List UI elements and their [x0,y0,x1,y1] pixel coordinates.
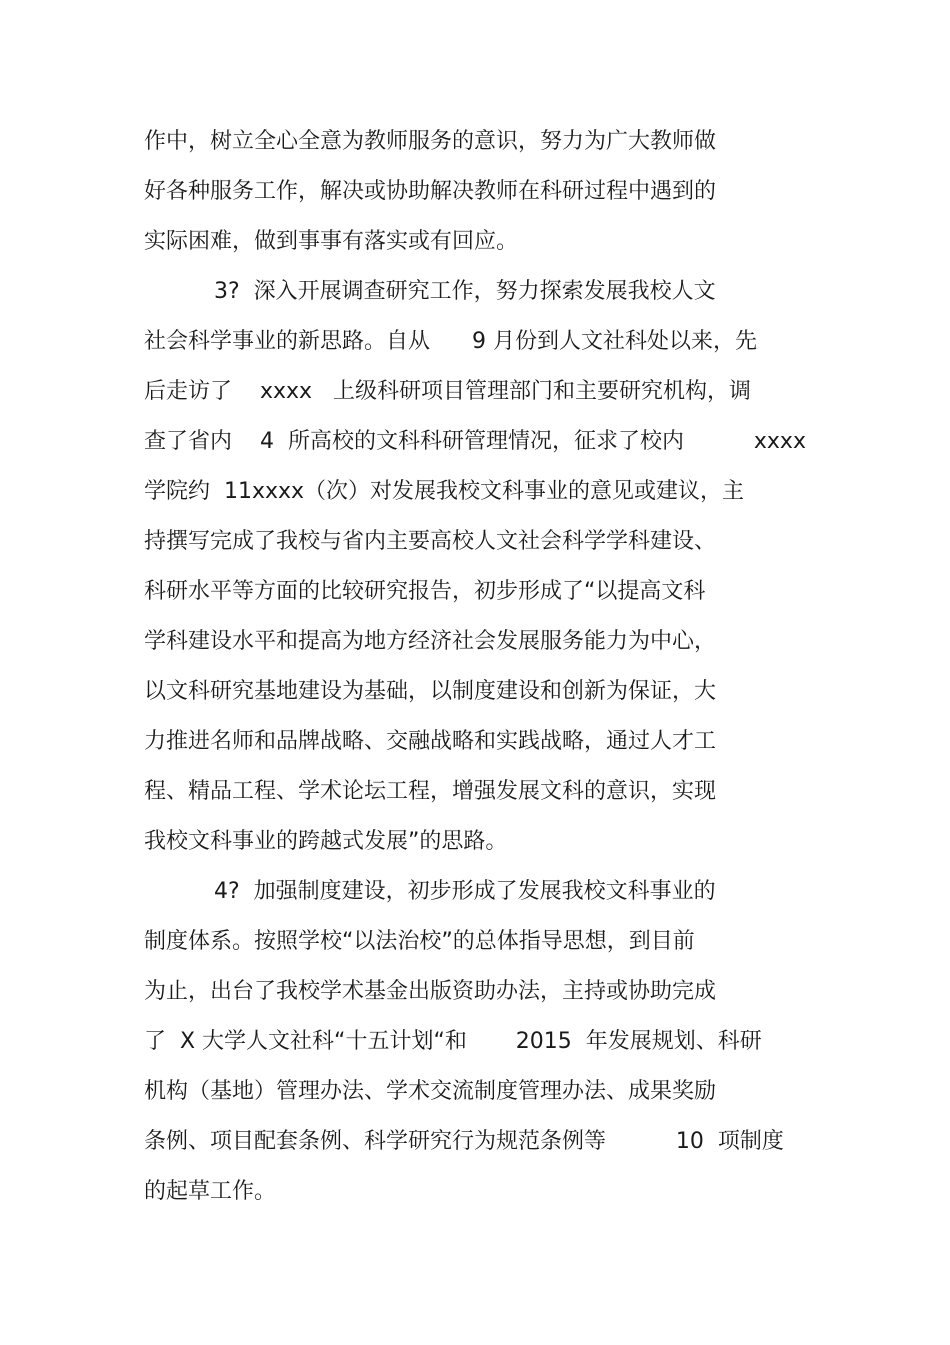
text-line: 持撰写完成了我校与省内主要高校人文社会科学学科建设、 [144,529,717,554]
text-line: 后走访了 xxxx 上级科研项目管理部门和主要研究机构，调 [144,379,752,404]
text-line: 程、精品工程、学术论坛工程，增强发展文科的意识，实现 [144,779,717,804]
text-line: 社会科学事业的新思路。自从 9 月份到人文社科处以来，先 [144,329,757,354]
text-line: 力推进名师和品牌战略、交融战略和实践战略，通过人才工 [144,729,717,754]
text-line: 以文科研究基地建设为基础，以制度建设和创新为保证，大 [144,679,717,704]
text-line: 科研水平等方面的比较研究报告，初步形成了“以提高文科 [144,579,706,604]
text-line: 学科建设水平和提高为地方经济社会发展服务能力为中心， [144,629,717,654]
text-line: 实际困难，做到事事有落实或有回应。 [144,229,519,254]
text-line: 作中，树立全心全意为教师服务的意识，努力为广大教师做 [144,129,717,154]
text-line: 条例、项目配套条例、科学研究行为规范条例等 10 项制度 [144,1129,784,1154]
text-line: 机构（基地）管理办法、学术交流制度管理办法、成果奖励 [144,1079,717,1104]
text-line: 为止，出台了我校学术基金出版资助办法，主持或协助完成 [144,979,717,1004]
text-line: 的起草工作。 [144,1179,277,1204]
text-line: 查了省内 4 所高校的文科科研管理情况，征求了校内 xxxx [144,429,806,454]
text-line: 学院约 11xxxx（次）对发展我校文科事业的意见或建议，主 [144,479,745,504]
text-line: 制度体系。按照学校“以法治校”的总体指导思想，到目前 [144,929,695,954]
paragraph-3-first-line: 3? 深入开展调查研究工作，努力探索发展我校人文 [214,279,716,304]
paragraph-4-first-line: 4? 加强制度建设，初步形成了发展我校文科事业的 [214,879,716,904]
text-line: 我校文科事业的跨越式发展”的思路。 [144,829,508,854]
text-line: 好各种服务工作，解决或协助解决教师在科研过程中遇到的 [144,179,717,204]
text-line: 了 X 大学人文社科“十五计划“和 2015 年发展规划、科研 [144,1029,762,1054]
